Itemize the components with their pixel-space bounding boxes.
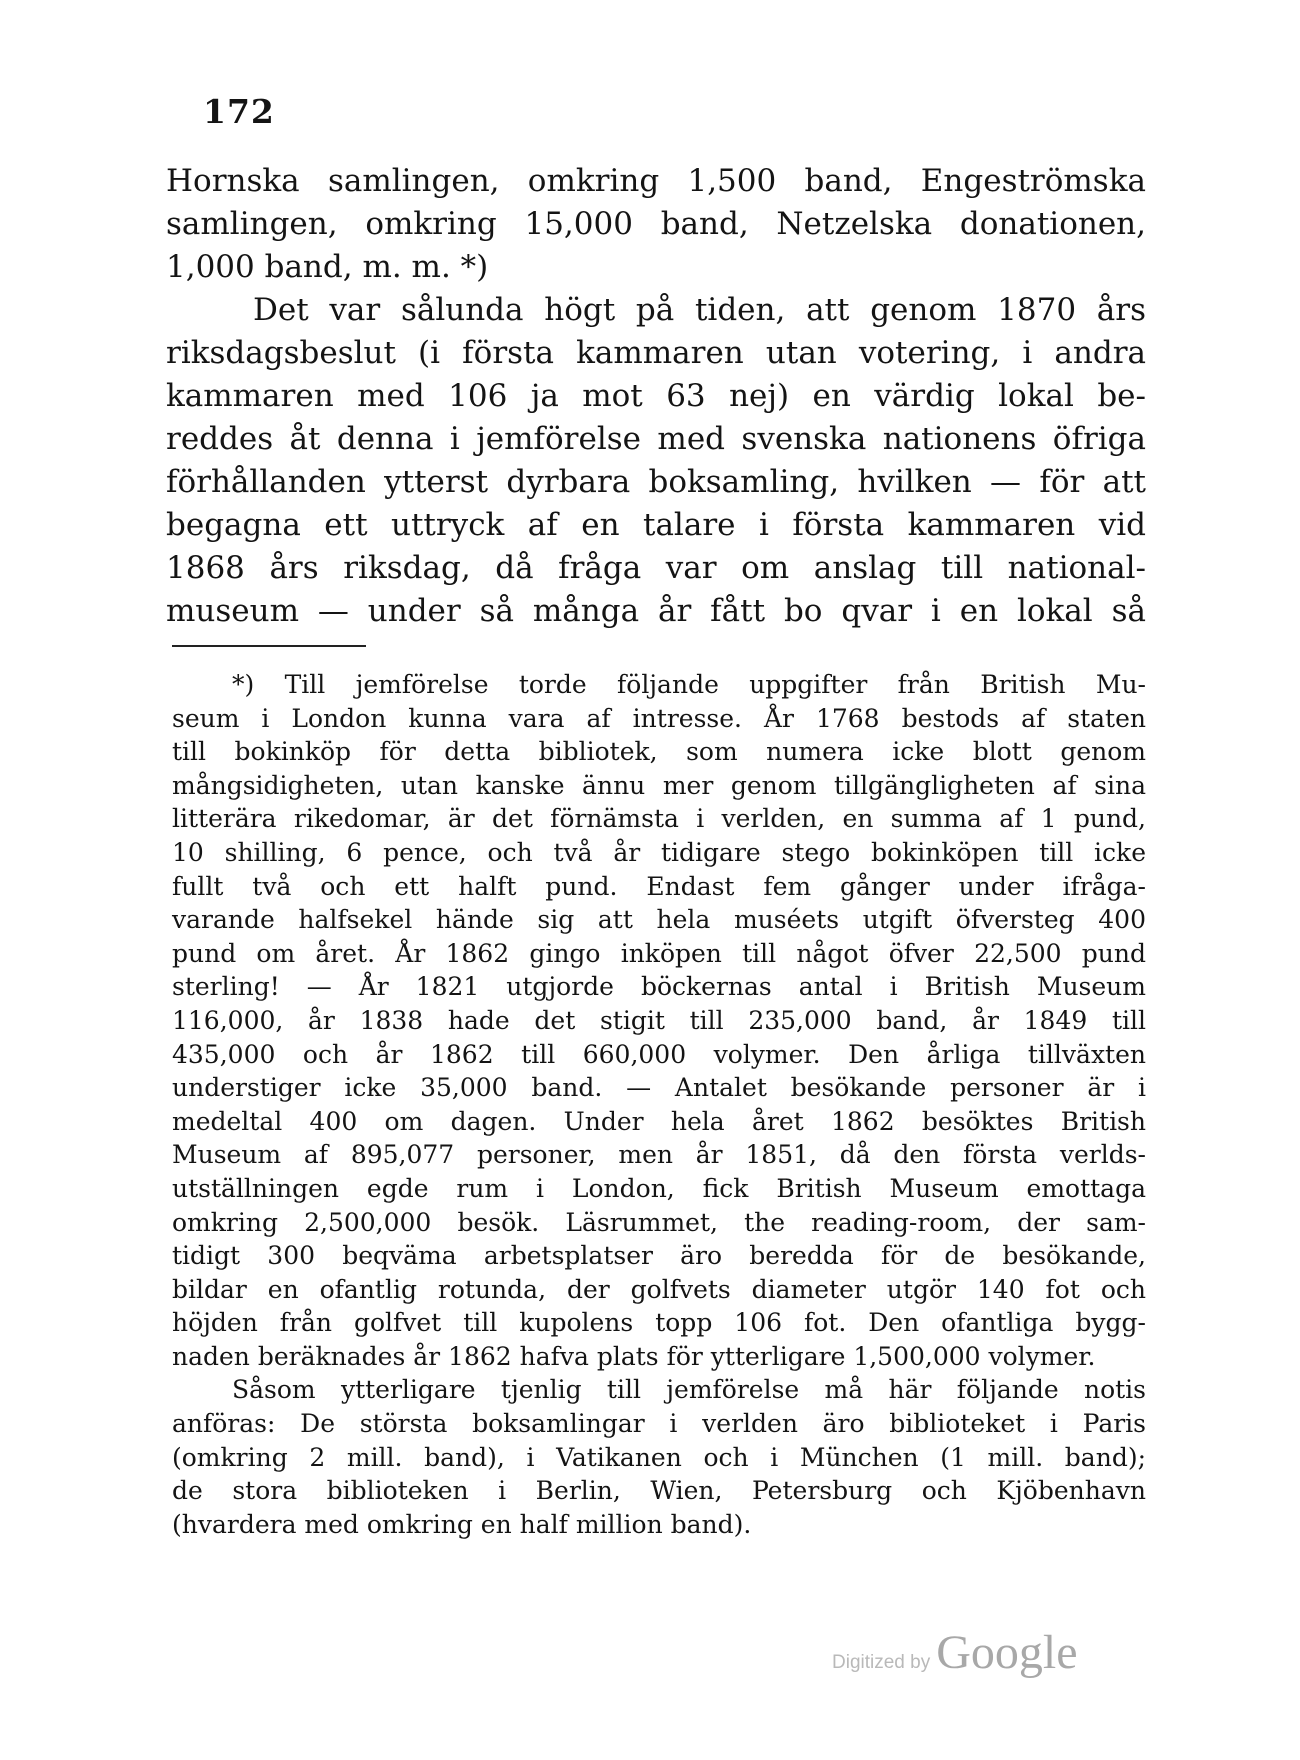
- watermark-brand: Google: [936, 1626, 1078, 1679]
- footnote-line: mångsidigheten, utan kanske ännu mer genom tillgängligheten af sina: [172, 770, 1146, 800]
- footnote-line: varande halfsekel hände sig att hela muséets utgift öfversteg 400: [172, 905, 1146, 935]
- footnote-line: medeltal 400 om dagen. Under hela året 1862 besöktes British: [172, 1106, 1146, 1136]
- footnote-divider: [172, 645, 366, 647]
- footnote-line: tidigt 300 beqväma arbetsplatser äro beredda för de besökande,: [172, 1241, 1146, 1271]
- footnote-line: 435,000 och år 1862 till 660,000 volymer. Den årliga tillväxten: [172, 1039, 1146, 1069]
- footnote-line: sterling! — År 1821 utgjorde böckernas antal i British Museum: [172, 972, 1146, 1002]
- main-text-line: 1868 års riksdag, då fråga var om anslag till national-: [166, 550, 1146, 586]
- footnote-line: litterära rikedomar, är det förnämsta i verlden, en summa af 1 pund,: [172, 804, 1146, 834]
- footnote-line: anföras: De största boksamlingar i verlden äro biblioteket i Paris: [172, 1409, 1146, 1439]
- footnote-line: bildar en ofantlig rotunda, der golfvets diameter utgör 140 fot och: [172, 1274, 1146, 1304]
- footnote: [172, 668, 1146, 1541]
- footnote-line: 10 shilling, 6 pence, och två år tidigare stego bokinköpen till icke: [172, 837, 1146, 867]
- footnote-line: fullt två och ett halft pund. Endast fem gånger under ifråga-: [172, 871, 1146, 901]
- footnote-line: Såsom ytterligare tjenlig till jemförelse må här följande notis: [232, 1375, 1146, 1405]
- main-text-line: begagna ett uttryck af en talare i första kammaren vid: [166, 507, 1146, 543]
- main-text-line: samlingen, omkring 15,000 band, Netzelska donationen,: [166, 206, 1146, 242]
- main-text: [166, 160, 1146, 633]
- main-text-line: Hornska samlingen, omkring 1,500 band, Engeströmska: [166, 163, 1146, 199]
- main-text-line: riksdagsbeslut (i första kammaren utan votering, i andra: [166, 335, 1146, 371]
- main-text-line: kammaren med 106 ja mot 63 nej) en värdig lokal be-: [166, 378, 1146, 414]
- watermark-prefix: Digitized by: [832, 1652, 931, 1673]
- footnote-line: understiger icke 35,000 band. — Antalet besökande personer är i: [172, 1073, 1146, 1103]
- footnote-line: seum i London kunna vara af intresse. År 1768 bestods af staten: [172, 703, 1146, 733]
- main-text-line: förhållanden ytterst dyrbara boksamling, hvilken — för att: [166, 464, 1146, 500]
- footnote-line: naden beräknades år 1862 hafva plats för ytterligare 1,500,000 volymer.: [172, 1341, 1096, 1371]
- main-text-line: museum — under så många år fått bo qvar i en lokal så: [166, 593, 1146, 629]
- footnote-line: 116,000, år 1838 hade det stigit till 235,000 band, år 1849 till: [172, 1005, 1146, 1035]
- digitization-watermark: [832, 1625, 1078, 1680]
- footnote-line: Museum af 895,077 personer, men år 1851, då den första verlds-: [172, 1140, 1146, 1170]
- footnote-line: till bokinköp för detta bibliotek, som numera icke blott genom: [172, 737, 1146, 767]
- main-text-line: Det var sålunda högt på tiden, att genom 1870 års: [253, 292, 1146, 328]
- main-text-line: reddes åt denna i jemförelse med svenska nationens öfriga: [166, 421, 1146, 457]
- footnote-line: höjden från golfvet till kupolens topp 106 fot. Den ofantliga bygg-: [172, 1308, 1146, 1338]
- footnote-line: de stora biblioteken i Berlin, Wien, Petersburg och Kjöbenhavn: [172, 1476, 1146, 1506]
- footnote-line: (omkring 2 mill. band), i Vatikanen och i München (1 mill. band);: [172, 1442, 1146, 1472]
- footnote-line: utställningen egde rum i London, fick British Museum emottaga: [172, 1173, 1146, 1203]
- footnote-line: (hvardera med omkring en half million band).: [172, 1509, 752, 1539]
- main-text-line: 1,000 band, m. m. *): [166, 249, 489, 285]
- footnote-line: omkring 2,500,000 besök. Läsrummet, the reading-room, der sam-: [172, 1207, 1146, 1237]
- page-number: 172: [203, 92, 275, 131]
- footnote-line: *) Till jemförelse torde följande uppgifter från British Mu-: [232, 670, 1146, 699]
- footnote-line: pund om året. År 1862 gingo inköpen till något öfver 22,500 pund: [172, 938, 1146, 968]
